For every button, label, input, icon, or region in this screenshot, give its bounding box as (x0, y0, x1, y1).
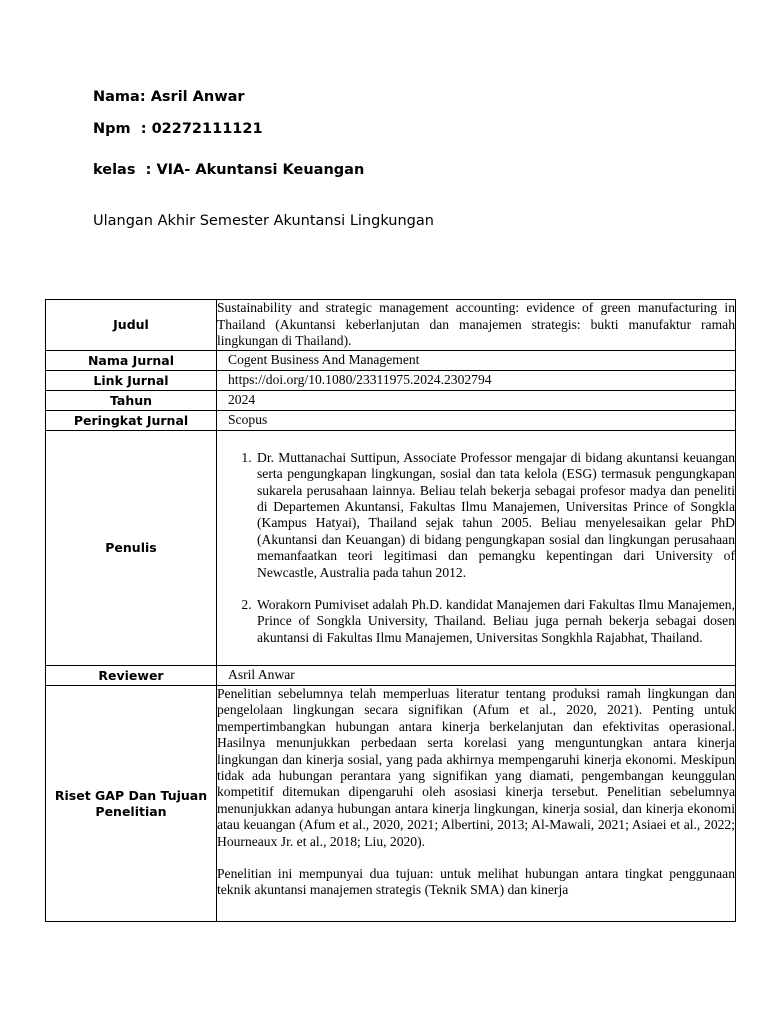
tahun-value: 2024 (217, 391, 736, 411)
reviewer-value: Asril Anwar (217, 666, 736, 686)
link-jurnal-value: https://doi.org/10.1080/23311975.2024.2302794 (217, 371, 736, 391)
peringkat-jurnal-value: Scopus (217, 411, 736, 431)
gap-paragraph: Penelitian ini mempunyai dua tujuan: untuk melihat hubungan antara tingkat penggunaan teknik akuntansi manajemen strategis (Teknik SMA) dan kinerja (217, 866, 735, 898)
nama-jurnal-label: Nama Jurnal (46, 351, 217, 371)
riset-gap-label: Riset GAP Dan Tujuan Penelitian (46, 686, 217, 922)
author-item: 1. Dr. Muttanachai Suttipun, Associate Professor mengajar di bidang akuntansi keuangan serta pengungkapan lingkungan, sosial dan tata kelola (ESG) termasuk pengungkapan sukarela perusahaan lainnya. Beliau telah bekerja sebagai profesor madya dan peneliti di Departemen Akuntansi, Fakultas Ilmu Manajemen, Universitas Prince of Songkla (Kampus Hatyai), Thailand sejak tahun 2005. Beliau menyelesaikan gelar PhD (Akuntansi dan Keuangan) di bidang pengungkapan sosial dan lingkungan perusahaan memanfaatkan teori legitimasi dan pemangku kepentingan dari University of Newcastle, Australia pada tahun 2012. (255, 450, 735, 581)
document-subtitle: Ulangan Akhir Semester Akuntansi Lingkungan (93, 213, 434, 229)
author-item: 2. Worakorn Pumiviset adalah Ph.D. kandidat Manajemen dari Fakultas Ilmu Manajemen, Prince of Songkla University, Thailand. Beliau juga pernah bekerja sebagai dosen akuntansi di Fakultas Ilmu Manajemen, Universitas Songkhla Rajabhat, Thailand. (255, 597, 735, 646)
peringkat-jurnal-label: Peringkat Jurnal (46, 411, 217, 431)
judul-label: Judul (46, 300, 217, 351)
student-class-line (93, 162, 364, 178)
npm-value: 02272111121 (151, 121, 263, 137)
name-separator: : (139, 89, 151, 105)
class-value: VIA- Akuntansi Keuangan (156, 162, 365, 178)
npm-separator: : (130, 121, 152, 137)
class-label: kelas (93, 162, 136, 178)
penulis-value (217, 431, 736, 666)
row-judul (46, 300, 736, 351)
row-nama-jurnal (46, 351, 736, 371)
row-tahun (46, 391, 736, 411)
judul-value: Sustainability and strategic management accounting: evidence of green manufacturing in Thailand (Akuntansi keberlanjutan dan manajemen strategis: bukti manufaktur ramah lingkungan di Thailand). (217, 300, 736, 351)
row-peringkat-jurnal (46, 411, 736, 431)
row-reviewer (46, 666, 736, 686)
row-penulis (46, 431, 736, 666)
nama-jurnal-value: Cogent Business And Management (217, 351, 736, 371)
riset-gap-text (217, 686, 735, 921)
riset-gap-value (217, 686, 736, 922)
student-npm-line (93, 121, 263, 137)
name-value: Asril Anwar (150, 89, 245, 105)
penulis-label: Penulis (46, 431, 217, 666)
author-list (217, 450, 735, 646)
student-name-line (93, 89, 245, 105)
row-riset-gap (46, 686, 736, 922)
reviewer-label: Reviewer (46, 666, 217, 686)
tahun-label: Tahun (46, 391, 217, 411)
npm-label: Npm (93, 121, 131, 137)
class-separator: : (135, 162, 157, 178)
gap-paragraph: Penelitian sebelumnya telah memperluas literatur tentang produksi ramah lingkungan dan pengelolaan lingkungan secara signifikan (Afum et al., 2020, 2021). Penting untuk mempertimbangkan hubungan antara kinerja berkelanjutan dan efektivitas operasional. Hasilnya menunjukkan perbedaan serta korelasi yang menguntungkan antara kinerja lingkungan dan kinerja sosial, yang pada akhirnya mempengaruhi kinerja ekonomi. Meskipun tidak ada hubungan perantara yang signifikan yang diamati, pengembangan keunggulan kompetitif ditemukan dipengaruhi oleh asosiasi kinerja tersebut. Penelitian sebelumnya menunjukkan adanya hubungan antara kinerja lingkungan, kinerja sosial, dan kinerja ekonomi atau keuangan (Afum et al., 2020, 2021; Albertini, 2013; Al-Mawali, 2021; Asiaei et al., 2022; Hourneaux Jr. et al., 2018; Liu, 2020). (217, 686, 735, 849)
row-link-jurnal (46, 371, 736, 391)
journal-review-table (45, 299, 736, 922)
link-jurnal-label: Link Jurnal (46, 371, 217, 391)
name-label: Nama (93, 89, 140, 105)
